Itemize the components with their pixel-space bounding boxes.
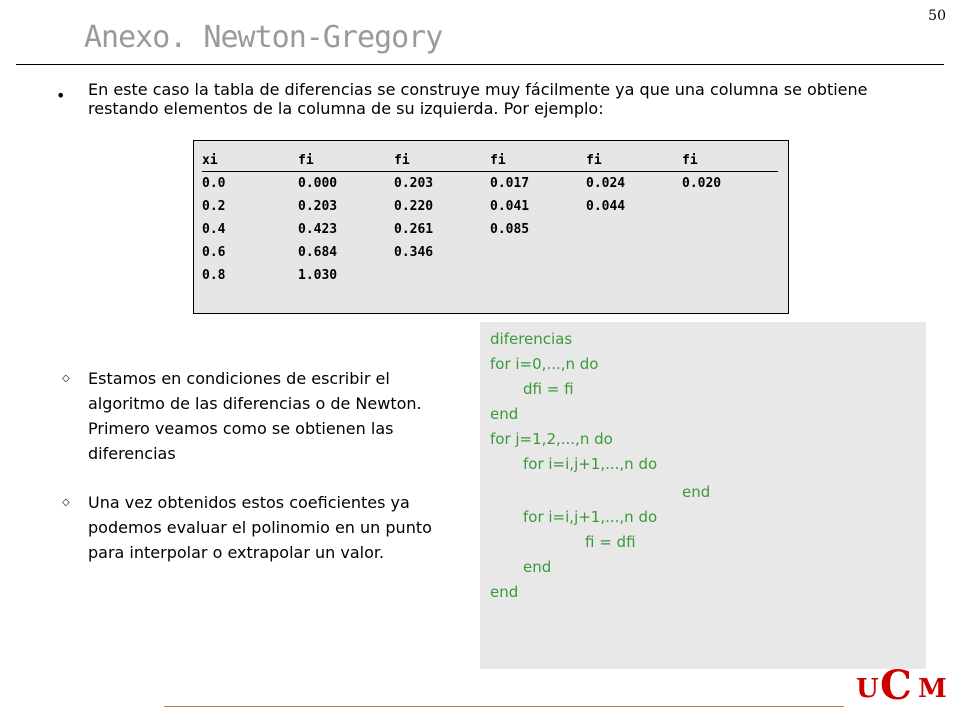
table-cell: 0.8 xyxy=(202,268,226,283)
table-cell: 0.2 xyxy=(202,199,226,214)
list-item-text: Una vez obtenidos estos coeficientes ya podemos evaluar el polinomio en un punto para interpolar o extrapolar un valor. xyxy=(88,493,432,562)
code-line: end xyxy=(682,483,711,501)
table-cell: 0.203 xyxy=(298,199,338,214)
table-cell xyxy=(682,264,778,287)
footer-divider xyxy=(164,706,844,707)
table-cell: 0.085 xyxy=(490,222,530,237)
table-cell: 0.024 xyxy=(586,176,626,191)
list-item-text: Estamos en condiciones de escribir el algoritmo de las diferencias o de Newton. Primero veamos como se obtienen las diferencias xyxy=(88,369,422,463)
slide-number: 50 xyxy=(928,8,946,24)
table-row xyxy=(202,241,778,264)
table-cell: 0.423 xyxy=(298,222,338,237)
table-cell: 0.203 xyxy=(394,176,434,191)
table-cell xyxy=(490,264,586,287)
column-header: fi xyxy=(490,149,586,172)
code-line: dfi = fi xyxy=(523,380,574,398)
intro-paragraph: En este caso la tabla de diferencias se construye muy fácilmente ya que una columna se obtiene restando elementos de la columna de su izquierda. Por ejemplo: xyxy=(88,80,868,118)
column-header: fi xyxy=(298,149,394,172)
difference-table xyxy=(202,149,778,287)
table-cell xyxy=(682,218,778,241)
diamond-bullet-icon: ◇ xyxy=(62,497,70,508)
column-header: fi xyxy=(394,149,490,172)
table-cell xyxy=(586,241,682,264)
difference-table-panel xyxy=(193,140,789,314)
code-line: end xyxy=(490,583,519,601)
table-cell xyxy=(490,241,586,264)
title-divider xyxy=(16,64,944,65)
column-header: fi xyxy=(586,149,682,172)
code-line: fi = dfi xyxy=(585,533,636,551)
table-cell: 0.020 xyxy=(682,176,722,191)
table-cell xyxy=(394,264,490,287)
code-line: for i=0,...,n do xyxy=(490,355,599,373)
table-cell: 0.017 xyxy=(490,176,530,191)
column-header: xi xyxy=(202,149,298,172)
table-cell: 0.4 xyxy=(202,222,226,237)
code-line: for i=i,j+1,...,n do xyxy=(523,508,658,526)
explanation-list xyxy=(58,366,458,589)
list-item xyxy=(58,490,458,565)
slide-title: Anexo. Newton-Gregory xyxy=(84,20,443,55)
column-header: fi xyxy=(682,149,778,172)
table-cell: 0.220 xyxy=(394,199,434,214)
code-line: for j=1,2,...,n do xyxy=(490,430,613,448)
table-cell: 0.041 xyxy=(490,199,530,214)
list-item xyxy=(58,366,458,466)
table-cell xyxy=(586,218,682,241)
logo-letter-c: C xyxy=(880,662,912,709)
code-line: diferencias xyxy=(490,330,573,348)
logo-letter-u: U xyxy=(856,674,879,704)
table-cell: 0.346 xyxy=(394,245,434,260)
ucm-logo xyxy=(852,664,952,712)
table-cell xyxy=(682,195,778,218)
code-line: end xyxy=(490,405,519,423)
bullet-dot: • xyxy=(56,86,66,105)
table-cell: 0.684 xyxy=(298,245,338,260)
table-cell xyxy=(682,241,778,264)
table-cell: 1.030 xyxy=(298,268,338,283)
table-row xyxy=(202,172,778,196)
table-cell: 0.000 xyxy=(298,176,338,191)
pseudocode-panel xyxy=(480,322,926,669)
table-cell: 0.6 xyxy=(202,245,226,260)
table-cell: 0.0 xyxy=(202,176,226,191)
table-cell: 0.044 xyxy=(586,199,626,214)
table-row xyxy=(202,195,778,218)
code-line: end xyxy=(523,558,552,576)
diamond-bullet-icon: ◇ xyxy=(62,373,70,384)
table-row xyxy=(202,264,778,287)
code-line: for i=i,j+1,...,n do xyxy=(523,455,658,473)
logo-letter-m: M xyxy=(918,674,947,704)
table-cell: 0.261 xyxy=(394,222,434,237)
table-cell xyxy=(586,264,682,287)
table-header-row xyxy=(202,149,778,172)
table-row xyxy=(202,218,778,241)
